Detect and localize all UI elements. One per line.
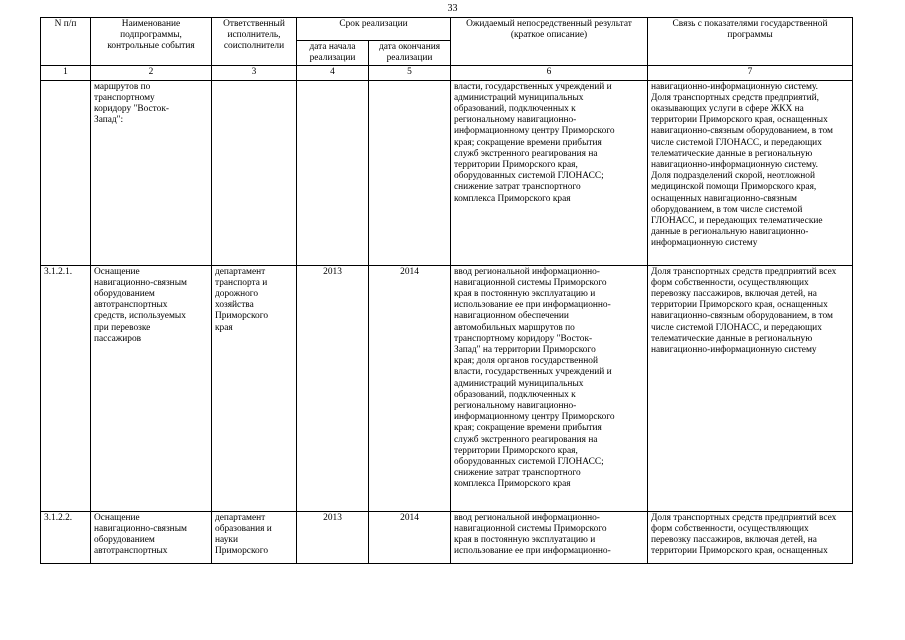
row-executor: департамент образования и науки Приморского bbox=[212, 511, 297, 563]
header-start: дата начала реализации bbox=[297, 41, 369, 66]
header-num: N п/п bbox=[41, 18, 91, 66]
row-start: 2013 bbox=[297, 265, 369, 511]
column-number: 7 bbox=[648, 66, 853, 80]
row-num: 3.1.2.1. bbox=[41, 265, 91, 511]
row-result: власти, государственных учреждений и администраций муниципальных образований, подключенных к региональному навигационно- информационному центру Приморского края; сокращение времени прибытия служб экстренного реагирования на территории Приморского края, оборудованных системой ГЛОНАСС; снижение затрат транспортного комплекса Приморского края bbox=[451, 80, 648, 265]
header-name: Наименование подпрограммы, контрольные события bbox=[91, 18, 212, 66]
row-end: 2014 bbox=[369, 511, 451, 563]
header-executor: Ответственный исполнитель, соисполнители bbox=[212, 18, 297, 66]
row-end: 2014 bbox=[369, 265, 451, 511]
page-number: 33 bbox=[447, 3, 458, 14]
row-executor: департамент транспорта и дорожного хозяйства Приморского края bbox=[212, 265, 297, 511]
row-link: Доля транспортных средств предприятий всех форм собственности, осуществляющих перевозку пассажиров, включая детей, на территории Приморского края, оснащенных навигационно-связным оборудованием, в том числе системой ГЛОНАСС, и передающих телематические данные в региональную навигационно-информационную систему bbox=[648, 265, 853, 511]
column-number: 2 bbox=[91, 66, 212, 80]
table-row bbox=[41, 265, 853, 511]
row-start: 2013 bbox=[297, 511, 369, 563]
row-name: Оснащение навигационно-связным оборудованием автотранспортных средств, используемых при перевозке пассажиров bbox=[91, 265, 212, 511]
row-result: ввод региональной информационно- навигационной системы Приморского края в постоянную эксплуатацию и использование ее при информационно- bbox=[451, 511, 648, 563]
column-number: 6 bbox=[451, 66, 648, 80]
row-num: 3.1.2.2. bbox=[41, 511, 91, 563]
column-number: 1 bbox=[41, 66, 91, 80]
table-row bbox=[41, 511, 853, 563]
row-link: навигационно-информационную систему. Доля транспортных средств предприятий, оказывающих услуги в сфере ЖКХ на территории Приморского края, оснащенных навигационно-связным оборудованием, в том числе системой ГЛОНАСС, и передающих телематические данные в региональную навигационно-информационную систему. Доля подразделений скорой, неотложной медицинской помощи Приморского края, оснащенных навигационно-связным оборудованием, в том числе системой ГЛОНАСС, и передающих телематические данные в региональную навигационно- информационную систему bbox=[648, 80, 853, 265]
column-number: 4 bbox=[297, 66, 369, 80]
row-end bbox=[369, 80, 451, 265]
program-table bbox=[40, 17, 853, 564]
column-number-row bbox=[41, 66, 853, 80]
row-executor bbox=[212, 80, 297, 265]
table-row bbox=[41, 80, 853, 265]
row-name: маршрутов по транспортному коридору "Восток- Запад": bbox=[91, 80, 212, 265]
row-num bbox=[41, 80, 91, 265]
column-number: 5 bbox=[369, 66, 451, 80]
header-end: дата окончания реализации bbox=[369, 41, 451, 66]
header-link: Связь с показателями государственной программы bbox=[648, 18, 853, 66]
header-term: Срок реализации bbox=[297, 18, 451, 41]
row-link: Доля транспортных средств предприятий всех форм собственности, осуществляющих перевозку пассажиров, включая детей, на территории Приморского края, оснащенных bbox=[648, 511, 853, 563]
column-number: 3 bbox=[212, 66, 297, 80]
row-result: ввод региональной информационно- навигационной системы Приморского края в постоянную эксплуатацию и использование ее при информационно- навигационном обеспечении автомобильных маршрутов по транспортному коридору "Восток- Запад" на территории Приморского края; доля органов государственной власти, государственных учреждений и администраций муниципальных образований, подключенных к региональному навигационно- информационному центру Приморского края; сокращение времени прибытия служб экстренного реагирования на территории Приморского края, оборудованных системой ГЛОНАСС; снижение затрат транспортного комплекса Приморского края bbox=[451, 265, 648, 511]
row-start bbox=[297, 80, 369, 265]
header-result: Ожидаемый непосредственный результат (краткое описание) bbox=[451, 18, 648, 66]
row-name: Оснащение навигационно-связным оборудованием автотранспортных bbox=[91, 511, 212, 563]
